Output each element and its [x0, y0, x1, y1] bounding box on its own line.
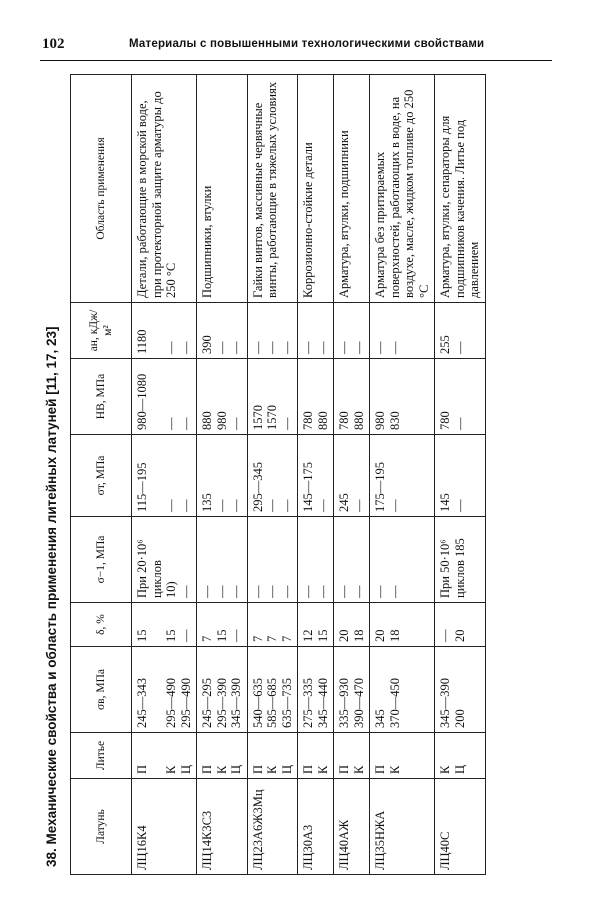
page-number: 102 — [42, 36, 65, 52]
cell-value: К — [387, 765, 402, 774]
sigma-t-cell — [298, 435, 334, 517]
cell-value: — — [164, 499, 178, 512]
cell-value: 15 — [135, 629, 149, 642]
sigma-m1-cell — [435, 517, 486, 603]
an-cell — [334, 303, 370, 359]
cell-value: — — [265, 341, 279, 354]
cell-value: — — [337, 585, 351, 598]
cell-value: 390 — [200, 335, 214, 354]
casting-cell — [435, 733, 486, 779]
sigma-b-cell — [298, 647, 334, 733]
cell-value: 245 — [337, 493, 351, 512]
application-cell: Детали, работающие в морской воде, при протекторной защите арматуры до 250 °С — [132, 75, 197, 303]
sigma-t-cell — [435, 435, 486, 517]
cell-value: — — [229, 341, 243, 354]
cell-value: 20 — [337, 629, 351, 642]
cell-value: — — [387, 585, 402, 598]
cell-value: 780 — [337, 411, 351, 430]
cell-value: 830 — [387, 411, 402, 430]
cell-value: При 20·10⁶ — [135, 539, 149, 598]
cell-value: 1180 — [135, 329, 149, 354]
cell-value: — — [438, 629, 452, 642]
cell-value: 880 — [315, 411, 330, 430]
table-row — [247, 75, 298, 875]
cell-value: 7 — [250, 635, 265, 642]
cell-value: 980 — [373, 411, 387, 430]
table-row — [370, 75, 435, 875]
an-cell — [197, 303, 248, 359]
table-title: Механические свойства и область применения литейных латуней [11, 17, 23] — [44, 326, 59, 845]
cell-value: — — [265, 585, 279, 598]
cell-value — [150, 439, 165, 512]
cell-value: Ц — [279, 764, 294, 774]
cell-value: Ц — [178, 764, 193, 774]
alloy-cell: ЛЦ40С — [435, 779, 486, 875]
sigma-t-cell — [370, 435, 435, 517]
cell-value: 345—390 — [438, 678, 452, 728]
column-header: σ−1, МПа — [71, 517, 132, 603]
cell-value: — — [229, 585, 243, 598]
casting-cell — [370, 733, 435, 779]
cell-value — [150, 651, 165, 728]
delta-cell — [197, 603, 248, 647]
hb-cell — [435, 359, 486, 435]
cell-value: — — [351, 585, 366, 598]
table-caption — [40, 326, 64, 867]
cell-value: К — [351, 765, 366, 774]
cell-value: — — [315, 499, 330, 512]
cell-value — [150, 363, 165, 430]
cell-value: 7 — [265, 635, 279, 642]
cell-value: — — [178, 585, 193, 598]
casting-cell — [247, 733, 298, 779]
cell-value: — — [373, 341, 387, 354]
cell-value: — — [178, 341, 193, 354]
cell-value: — — [351, 341, 366, 354]
cell-value: 245—295 — [200, 678, 214, 728]
cell-value: 1570 — [265, 405, 279, 430]
table-row — [334, 75, 370, 875]
cell-value: 275—335 — [301, 678, 315, 728]
cell-value: 295—490 — [178, 678, 193, 728]
an-cell — [370, 303, 435, 359]
sigma-b-cell — [370, 647, 435, 733]
cell-value: — — [279, 417, 294, 430]
hb-cell — [197, 359, 248, 435]
cell-value: 880 — [200, 411, 214, 430]
hb-cell — [132, 359, 197, 435]
cell-value: 15 — [164, 629, 178, 642]
delta-cell — [435, 603, 486, 647]
column-header: НВ, МПа — [71, 359, 132, 435]
sigma-t-cell — [334, 435, 370, 517]
sigma-m1-cell — [132, 517, 197, 603]
cell-value: К — [438, 765, 452, 774]
hb-cell — [370, 359, 435, 435]
cell-value: циклов 185 — [452, 538, 467, 598]
application-cell: Гайки винтов, массивные червячные винты, работающие в тяжелых условиях — [247, 75, 298, 303]
column-header: Литье — [71, 733, 132, 779]
sigma-m1-cell — [298, 517, 334, 603]
sigma-m1-cell — [197, 517, 248, 603]
cell-value: 345 — [373, 709, 387, 728]
cell-value: — — [452, 341, 467, 354]
cell-value: К — [315, 765, 330, 774]
casting-cell — [334, 733, 370, 779]
cell-value: — — [164, 417, 178, 430]
delta-cell — [298, 603, 334, 647]
cell-value: — — [265, 499, 279, 512]
cell-value: — — [387, 499, 402, 512]
sigma-t-cell — [197, 435, 248, 517]
application-cell: Арматура, втулки, сепараторы для подшипников качения. Литье под давлением — [435, 75, 486, 303]
cell-value: — — [178, 629, 193, 642]
cell-value: 145—175 — [301, 462, 315, 512]
cell-value: 540—635 — [250, 678, 265, 728]
cell-value: 20 — [452, 629, 467, 642]
cell-value: 115—195 — [135, 462, 149, 512]
cell-value: 635—735 — [279, 678, 294, 728]
cell-value: — — [214, 585, 229, 598]
sigma-t-cell — [247, 435, 298, 517]
cell-value: 18 — [387, 629, 402, 642]
rotated-table-block — [40, 75, 560, 875]
cell-value: циклов — [149, 560, 164, 598]
cell-value: 295—390 — [214, 678, 229, 728]
table-body — [132, 75, 486, 875]
cell-value: 780 — [301, 411, 315, 430]
cell-value: 980 — [214, 411, 229, 430]
cell-value: — — [229, 629, 243, 642]
cell-value: — — [279, 499, 294, 512]
cell-value — [150, 607, 165, 642]
alloy-cell: ЛЦ16К4 — [132, 779, 197, 875]
sigma-m1-cell — [370, 517, 435, 603]
column-header: δ, % — [71, 603, 132, 647]
cell-value: 135 — [200, 493, 214, 512]
cell-value: — — [351, 499, 366, 512]
hb-cell — [247, 359, 298, 435]
sigma-b-cell — [247, 647, 298, 733]
hb-cell — [298, 359, 334, 435]
cell-value: 780 — [438, 411, 452, 430]
alloy-cell: ЛЦ23А6Ж3Мц — [247, 779, 298, 875]
alloy-cell: ЛЦ35НЖА — [370, 779, 435, 875]
cell-value: 370—450 — [387, 678, 402, 728]
cell-value: — — [214, 499, 229, 512]
cell-value: П — [135, 764, 149, 774]
cell-value: 7 — [200, 635, 214, 642]
cell-value: 255 — [438, 335, 452, 354]
casting-cell — [197, 733, 248, 779]
column-header: Латунь — [71, 779, 132, 875]
sigma-b-cell — [435, 647, 486, 733]
table-number: 38. — [44, 848, 59, 867]
running-title: Материалы с повышенными технологическими свойствами — [129, 38, 485, 50]
cell-value: К — [214, 765, 229, 774]
cell-value: — — [178, 499, 193, 512]
cell-value: Ц — [229, 764, 243, 774]
cell-value: 1570 — [250, 405, 265, 430]
cell-value: При 50·10⁶ — [438, 539, 452, 598]
cell-value: 295—345 — [250, 462, 265, 512]
delta-cell — [132, 603, 197, 647]
application-cell: Коррозионно-стойкие детали — [298, 75, 334, 303]
cell-value: 18 — [351, 629, 366, 642]
cell-value: П — [373, 764, 387, 774]
an-cell — [298, 303, 334, 359]
cell-value — [150, 307, 165, 354]
cell-value: — — [301, 341, 315, 354]
cell-value — [150, 737, 165, 774]
table-row — [132, 75, 197, 875]
cell-value: Ц — [452, 764, 467, 774]
cell-value: — — [279, 341, 294, 354]
delta-cell — [334, 603, 370, 647]
cell-value: 335—930 — [337, 678, 351, 728]
an-cell — [435, 303, 486, 359]
cell-value: 7 — [279, 635, 294, 642]
header-rule — [40, 60, 552, 61]
table-row — [298, 75, 334, 875]
cell-value: 12 — [301, 629, 315, 642]
sigma-b-cell — [132, 647, 197, 733]
cell-value: 245—343 — [135, 678, 149, 728]
cell-value: — — [452, 499, 467, 512]
cell-value: 10) — [164, 581, 178, 598]
table-header-row — [71, 75, 132, 875]
cell-value: 980—1080 — [135, 373, 149, 430]
cell-value: — — [452, 417, 467, 430]
cell-value: — — [229, 417, 243, 430]
sigma-t-cell — [132, 435, 197, 517]
cell-value: 20 — [373, 629, 387, 642]
brass-properties-table — [70, 74, 486, 875]
cell-value: — — [229, 499, 243, 512]
cell-value: П — [301, 764, 315, 774]
column-header: σв, МПа — [71, 647, 132, 733]
cell-value: — — [373, 585, 387, 598]
cell-value: — — [178, 417, 193, 430]
cell-value: — — [250, 585, 265, 598]
cell-value: — — [387, 341, 402, 354]
cell-value: — — [164, 341, 178, 354]
table-row — [197, 75, 248, 875]
cell-value: 15 — [214, 629, 229, 642]
cell-value: 390—470 — [351, 678, 366, 728]
application-cell: Подшипники, втулки — [197, 75, 248, 303]
cell-value: П — [337, 764, 351, 774]
casting-cell — [132, 733, 197, 779]
cell-value: 200 — [452, 709, 467, 728]
cell-value: — — [250, 341, 265, 354]
casting-cell — [298, 733, 334, 779]
cell-value: П — [250, 764, 265, 774]
cell-value: 345—390 — [229, 678, 243, 728]
alloy-cell: ЛЦ40АЖ — [334, 779, 370, 875]
cell-value: — — [301, 585, 315, 598]
cell-value: — — [337, 341, 351, 354]
cell-value: — — [315, 585, 330, 598]
cell-value: К — [164, 765, 178, 774]
column-header: Область применения — [71, 75, 132, 303]
delta-cell — [370, 603, 435, 647]
cell-value: 175—195 — [373, 462, 387, 512]
cell-value: 345—440 — [315, 678, 330, 728]
sigma-m1-cell — [334, 517, 370, 603]
cell-value: 880 — [351, 411, 366, 430]
cell-value: П — [200, 764, 214, 774]
sigma-m1-cell — [247, 517, 298, 603]
cell-value: К — [265, 765, 279, 774]
sigma-b-cell — [197, 647, 248, 733]
column-header: σт, МПа — [71, 435, 132, 517]
table-row — [435, 75, 486, 875]
an-cell — [132, 303, 197, 359]
cell-value: — — [315, 341, 330, 354]
application-cell: Арматура без притираемых поверхностей, работающих в воде, на воздухе, масле, жидком топливе до 250 °С — [370, 75, 435, 303]
cell-value: 585—685 — [265, 678, 279, 728]
cell-value: 15 — [315, 629, 330, 642]
column-header: aн, кДж/м² — [71, 303, 132, 359]
sigma-b-cell — [334, 647, 370, 733]
cell-value: 295—490 — [164, 678, 178, 728]
alloy-cell: ЛЦ14К3С3 — [197, 779, 248, 875]
delta-cell — [247, 603, 298, 647]
cell-value: 145 — [438, 493, 452, 512]
an-cell — [247, 303, 298, 359]
cell-value: — — [200, 585, 214, 598]
cell-value: — — [279, 585, 294, 598]
hb-cell — [334, 359, 370, 435]
cell-value: — — [214, 341, 229, 354]
alloy-cell: ЛЦ30А3 — [298, 779, 334, 875]
application-cell: Арматура, втулки, подшипники — [334, 75, 370, 303]
